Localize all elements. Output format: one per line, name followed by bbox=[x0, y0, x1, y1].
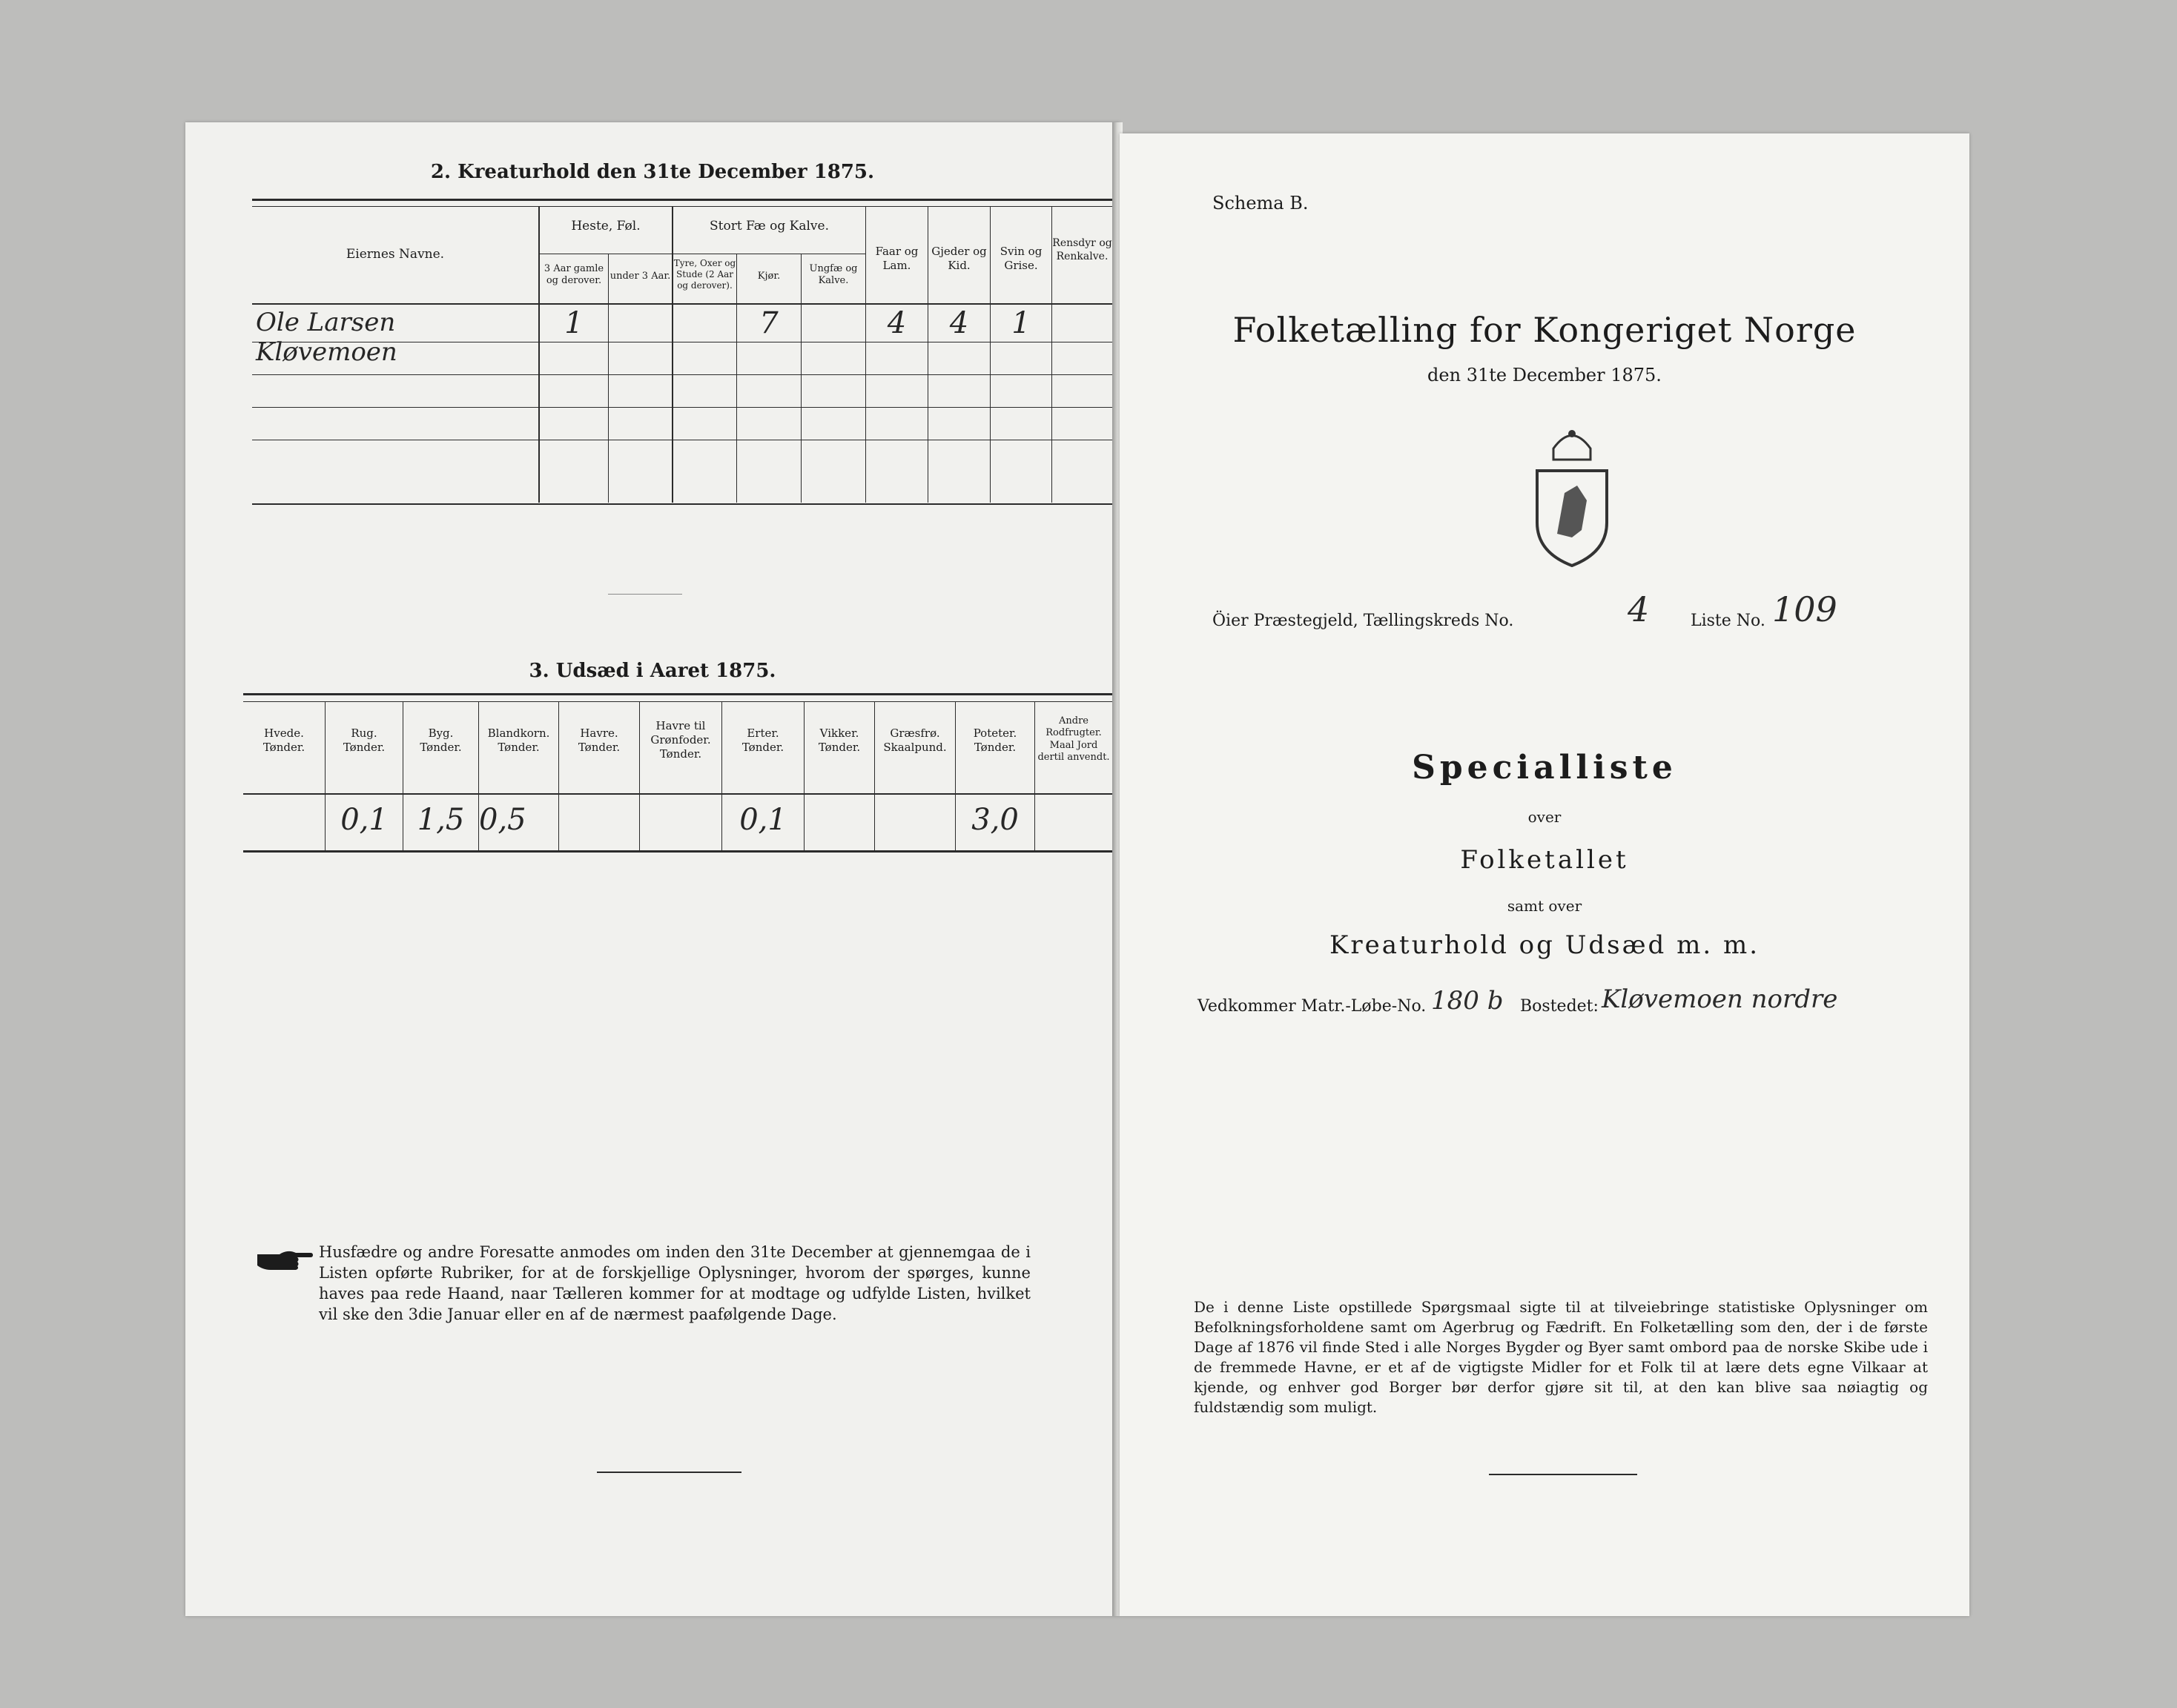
matr-no: 180 b bbox=[1431, 986, 1504, 1016]
bosted-label: Bostedet: bbox=[1520, 997, 1599, 1016]
header-stort: Stort Fæ og Kalve. bbox=[710, 219, 829, 234]
matr-label: Vedkommer Matr.-Løbe-No. bbox=[1197, 997, 1427, 1016]
kreaturhold-heading: Kreaturhold og Udsæd m. m. bbox=[1329, 930, 1760, 960]
divider bbox=[608, 594, 682, 595]
notice-text: Husfædre og andre Foresatte anmodes om inden den 31te December at gjennemgaa de i Listen opførte Rubriker, for at de forskjellige Oplysninger, hvorom der spørges, kunne haves paa rede Haand, naar Tælleren kommer for at modtage og udfylde Listen, hvilket vil ske den 3die Januar eller en af de nærmest paafølgende Dage. bbox=[319, 1243, 1031, 1323]
value-kjor: 7 bbox=[759, 306, 779, 340]
crop-header-rug: Rug. Tønder. bbox=[343, 726, 386, 754]
crop-header-byg: Byg. Tønder. bbox=[420, 726, 462, 754]
header-heste-b: under 3 Aar. bbox=[610, 271, 671, 282]
right-bottom-rule bbox=[1489, 1474, 1637, 1475]
liste-label: Liste No. bbox=[1691, 612, 1765, 630]
pointing-hand-icon bbox=[256, 1245, 315, 1278]
header-heste-a: 3 Aar gamle og derover. bbox=[544, 263, 604, 287]
seed-value-rug: 0,1 bbox=[340, 803, 388, 837]
right-page bbox=[1120, 133, 1969, 1616]
crop-header-rodfrugter: Andre Rodfrugter. Maal Jord dertil anvendt. bbox=[1037, 715, 1110, 763]
district-prefix: Öier Præstegjeld, Tællingskreds No. bbox=[1212, 612, 1514, 630]
header-owner: Eiernes Navne. bbox=[346, 247, 445, 262]
bosted-value: Kløvemoen nordre bbox=[1602, 984, 1838, 1014]
header-heste: Heste, Føl. bbox=[571, 219, 641, 234]
liste-no: 109 bbox=[1772, 589, 1837, 629]
coat-of-arms-icon bbox=[1531, 426, 1613, 570]
crop-header-blandkorn: Blandkorn. Tønder. bbox=[487, 726, 550, 754]
info-paragraph: De i denne Liste opstillede Spørgsmaal sigte til at tilveiebringe statistiske Oplysninger om Befolkningsforholdene samt om Agerbrug og Fædrift. En Folketælling som den, der i de første Dage af 1876 vil finde Sted i alle Norges Bygder og Byer samt ombord paa de norske Skibe ude i de fremmede Havne, er et af de vigtigste Midler for et Folk til at lære dets egne Vilkaar at kjende, og enhver god Borger bør derfor gjøre sit til, at den kan blive saa nøiagtig og fuldstændig som muligt. bbox=[1194, 1298, 1928, 1416]
header-stort-b: Kjør. bbox=[757, 271, 781, 282]
seed-value-erter: 0,1 bbox=[739, 803, 787, 837]
form-title: Folketælling for Kongeriget Norge bbox=[1232, 310, 1857, 350]
header-rensdyr: Rensdyr og Renkalve. bbox=[1052, 237, 1112, 262]
left-page bbox=[185, 122, 1120, 1616]
crop-header-poteter: Poteter. Tønder. bbox=[973, 726, 1017, 754]
seed-value-poteter: 3,0 bbox=[971, 803, 1019, 837]
value-svin: 1 bbox=[1011, 306, 1031, 340]
specialliste-heading: Specialliste bbox=[1412, 749, 1677, 787]
kreds-no: 4 bbox=[1628, 589, 1650, 629]
form-date: den 31te December 1875. bbox=[1427, 365, 1662, 385]
crop-header-havre: Havre. Tønder. bbox=[578, 726, 621, 754]
schema-label: Schema B. bbox=[1212, 193, 1309, 214]
header-stort-a: Tyre, Oxer og Stude (2 Aar og derover). bbox=[673, 258, 736, 291]
crop-header-hvede: Hvede. Tønder. bbox=[262, 726, 305, 754]
value-faar: 4 bbox=[887, 306, 907, 340]
seed-value-byg: 1,5 bbox=[417, 803, 465, 837]
crop-header-vikker: Vikker. Tønder. bbox=[818, 726, 861, 754]
header-stort-c: Ungfæ og Kalve. bbox=[809, 263, 858, 287]
header-gjeder: Gjeder og Kid. bbox=[931, 245, 987, 272]
section3-title: 3. Udsæd i Aaret 1875. bbox=[529, 660, 776, 682]
crop-header-havre-gronfoder: Havre til Grønfoder. Tønder. bbox=[650, 719, 711, 761]
value-heste: 1 bbox=[564, 306, 584, 340]
owner-name: Ole Larsen Kløvemoen bbox=[256, 308, 397, 367]
folketallet-heading: Folketallet bbox=[1460, 845, 1629, 875]
bottom-rule bbox=[597, 1472, 741, 1473]
header-faar: Faar og Lam. bbox=[875, 245, 919, 272]
over-label: over bbox=[1527, 808, 1562, 826]
samt-over-label: samt over bbox=[1507, 897, 1582, 915]
seed-value-blandkorn: 0,5 bbox=[479, 803, 526, 837]
header-svin: Svin og Grise. bbox=[1000, 245, 1043, 272]
crop-header-erter: Erter. Tønder. bbox=[741, 726, 784, 754]
section2-title: 2. Kreaturhold den 31te December 1875. bbox=[430, 161, 875, 183]
value-gjeder: 4 bbox=[949, 306, 969, 340]
crop-header-graesfro: Græsfrø. Skaalpund. bbox=[883, 726, 947, 754]
